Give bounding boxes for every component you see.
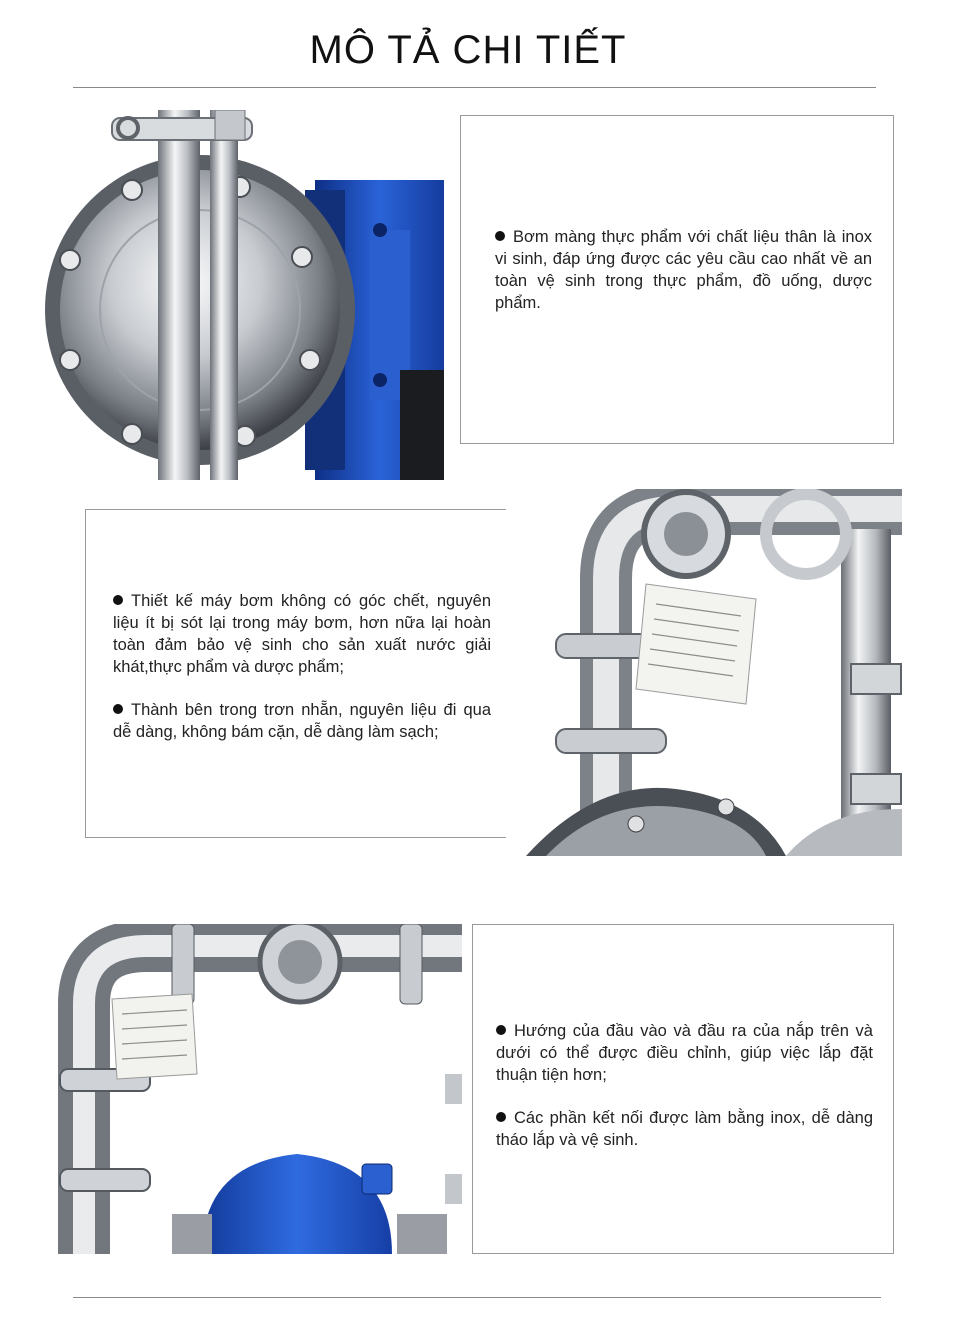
bullet-item: Thành bên trong trơn nhẵn, nguyên liệu đi qua dễ dàng, không bám cặn, dễ dàng làm sạch;	[113, 701, 491, 741]
bullet-item: Bơm màng thực phẩm với chất liệu thân là inox vi sinh, đáp ứng được các yêu cầu cao nhất về an toàn vệ sinh trong thực phẩm, đồ uống, dược phẩm.	[495, 228, 872, 312]
bullet-icon	[496, 1112, 506, 1122]
description-text-2	[113, 590, 491, 764]
bullet-icon	[113, 595, 123, 605]
bullet-item: Thiết kế máy bơm không có góc chết, nguyên liệu ít bị sót lại trong máy bơm, hơn nữa lại hoàn toàn đảm bảo vệ sinh cho sản xuất nước giải khát,thực phẩm và dược phẩm;	[113, 592, 491, 676]
page-title: MÔ TẢ CHI TIẾT	[309, 28, 627, 72]
pipe-clamps-image	[506, 489, 902, 856]
description-text-1	[495, 226, 872, 335]
description-text-3	[496, 1020, 873, 1172]
bottom-divider	[73, 1297, 881, 1298]
top-divider	[73, 87, 876, 88]
pump-side-view-image	[40, 110, 444, 480]
pump-manifold-image	[52, 924, 462, 1254]
bullet-icon	[496, 1025, 506, 1035]
bullet-item: Các phần kết nối được làm bằng inox, dễ dàng tháo lắp và vệ sinh.	[496, 1109, 873, 1149]
bullet-icon	[113, 704, 123, 714]
bullet-item: Hướng của đầu vào và đầu ra của nắp trên và dưới có thể được điều chỉnh, giúp việc lắp đặt thuận tiện hơn;	[496, 1022, 873, 1084]
bullet-icon	[495, 231, 505, 241]
